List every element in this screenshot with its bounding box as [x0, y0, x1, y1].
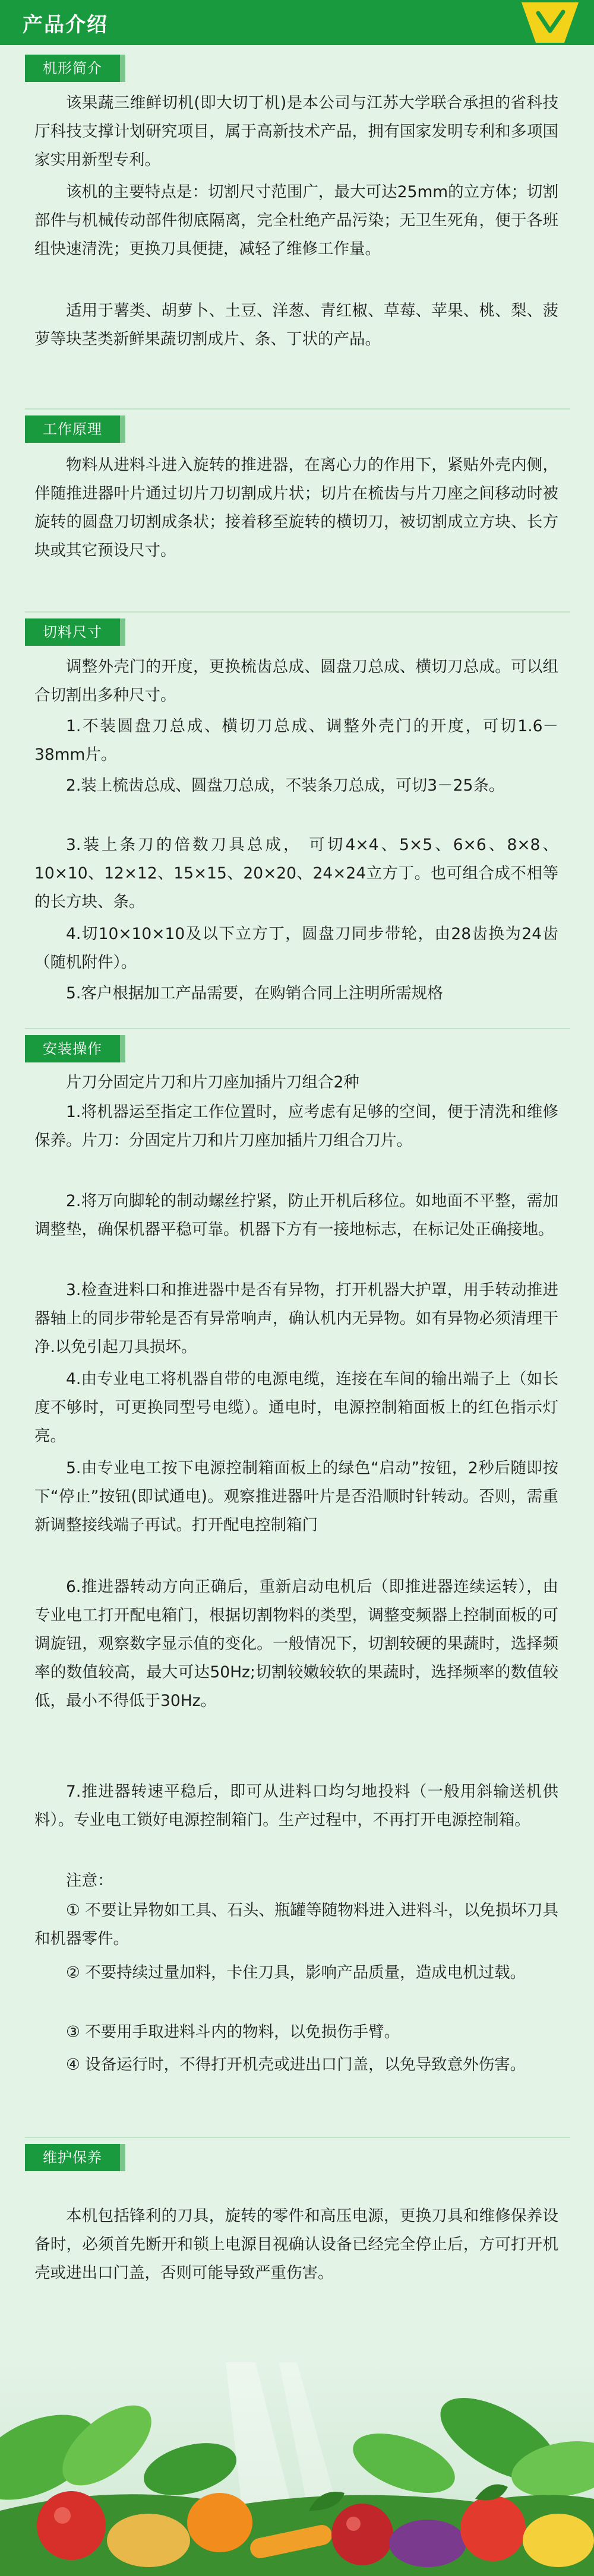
- cut-size-paragraph-5: 5.客户根据加工产品需要，在购销合同上注明所需规格: [66, 984, 443, 1003]
- cut-size-paragraph-2: 2.装上梳齿总成、圆盘刀总成，不装条刀总成，可切3－25条。: [66, 776, 505, 795]
- install-step-1: 1.将机器运至指定工作位置时，应考虑有足够的空间，便于清洗和维修保养。片刀：分固定片刀和片刀座加插片刀组合刀片。: [34, 1103, 558, 1150]
- vegetables-illustration: [0, 2362, 594, 2576]
- install-step-2: 2.将万向脚轮的制动螺丝拧紧，防止开机后移位。如地面不平整，需加调整垫，确保机器平稳可靠。机器下方有一接地标志，在标记处正确接地。: [34, 1192, 558, 1239]
- v-logo-icon: [522, 2, 579, 43]
- install-step-3: 3.检查进料口和推进器中是否有异物，打开机器大护罩，用手转动推进器轴上的同步带轮是否有异常响声，确认机内无异物。如有异物必须清理干净.以免引起刀具损坏。: [34, 1281, 558, 1356]
- install-step-5: 5.由专业电工按下电源控制箱面板上的绿色“启动”按钮，2秒后随即按下“停止”按钮(即试通电)。观察推进器叶片是否沿顺时针转动。否则，需重新调整接线端子再试。打开配电控制箱门: [34, 1459, 558, 1534]
- section-tag-cut-size: 切料尺寸: [25, 618, 120, 646]
- install-step-7: 7.推进器转速平稳后，即可从进料口均匀地投料（一般用斜输送机供料）。专业电工锁好电源控制箱门。生产过程中，不再打开电源控制箱。: [34, 1782, 558, 1829]
- page-title: 产品介绍: [23, 13, 108, 37]
- cut-size-paragraph-1: 1.不装圆盘刀总成、横切刀总成、调整外壳门的开度，可切1.6－38mm片。: [34, 717, 558, 764]
- maintenance-paragraph: 本机包括锋利的刀具，旋转的零件和高压电源，更换刀具和维修保养设备时，必须首先断开和锁上电源目视确认设备已经完全停止后，方可打开机壳或进出口门盖，否则可能导致严重伤害。: [34, 2207, 558, 2282]
- cut-size-paragraph-4: 4.切10×10×10及以下立方丁，圆盘刀同步带轮，由28齿换为24齿（随机附件）。: [34, 925, 558, 972]
- cut-size-paragraph-3: 3.装上条刀的倍数刀具总成， 可切4×4、5×5、6×6、8×8、10×10、12×12、15×15、20×20、24×24立方丁。也可组合成不相等的长方块、条。: [34, 836, 558, 911]
- section-tag-machine-intro: 机形简介: [25, 55, 120, 82]
- header-bar: [0, 0, 594, 45]
- install-step-4: 4.由专业电工将机器自带的电源电缆，连接在车间的输出端子上（如长度不够时，可更换同型号电缆）。通电时，电源控制箱面板上的红色指示灯亮。: [34, 1370, 558, 1445]
- note-item-1: ① 不要让异物如工具、石头、瓶罐等随物料进入进料斗，以免损坏刀具和机器零件。: [34, 1901, 558, 1948]
- note-item-3: ③ 不要用手取进料斗内的物料，以免损伤手臂。: [66, 2023, 400, 2041]
- section-tag-working-principle: 工作原理: [25, 415, 120, 443]
- note-item-4: ④ 设备运行时，不得打开机壳或进出口门盖，以免导致意外伤害。: [66, 2055, 526, 2074]
- section-divider: [25, 408, 570, 410]
- section-tag-installation: 安装操作: [25, 1035, 120, 1062]
- section-divider: [25, 1028, 570, 1029]
- intro-paragraph-1: 该果蔬三维鲜切机(即大切丁机)是本公司与江苏大学联合承担的省科技厅科技支撑计划研究项目，属于高新技术产品，拥有国家发明专利和多项国家实用新型专利。: [34, 94, 558, 169]
- section-tag-maintenance: 维护保养: [25, 2144, 120, 2171]
- notes-label: 注意：: [66, 1871, 113, 1890]
- section-divider: [25, 611, 570, 613]
- cut-size-paragraph-intro: 调整外壳门的开度，更换梳齿总成、圆盘刀总成、横切刀总成。可以组合切割出多种尺寸。: [34, 658, 558, 705]
- intro-paragraph-2: 该机的主要特点是：切割尺寸范围广，最大可达25mm的立方体；切割部件与机械传动部件彻底隔离，完全杜绝产品污染；无卫生死角，便于各班组快速清洗；更换刀具便捷，减轻了维修工作量。: [34, 183, 558, 258]
- principle-paragraph: 物料从进料斗进入旋转的推进器，在离心力的作用下，紧贴外壳内侧，伴随推进器叶片通过切片刀切割成片状；切片在梳齿与片刀座之间移动时被旋转的圆盘刀切割成条状；接着移至旋转的横切刀，被切割成立方块、长方块或其它预设尺寸。: [34, 456, 558, 560]
- install-paragraph-intro: 片刀分固定片刀和片刀座加插片刀组合2种: [66, 1073, 359, 1092]
- section-divider: [25, 2137, 570, 2138]
- note-item-2: ② 不要持续过量加料，卡住刀具，影响产品质量，造成电机过载。: [66, 1963, 526, 1982]
- install-step-6: 6.推进器转动方向正确后，重新启动电机后（即推进器连续运转），由专业电工打开配电箱门，根据切割物料的类型，调整变频器上控制面板的可调旋钮，观察数字显示值的变化。一般情况下，切割较硬的果蔬时，选择频率的数值较高，最大可达50Hz;切割较嫩较软的果蔬时，选择频率的数值较低，最小不得低于30Hz。: [34, 1578, 558, 1710]
- intro-paragraph-3: 适用于薯类、胡萝卜、土豆、洋葱、青红椒、草莓、苹果、桃、梨、菠萝等块茎类新鲜果蔬切割成片、条、丁状的产品。: [34, 302, 558, 348]
